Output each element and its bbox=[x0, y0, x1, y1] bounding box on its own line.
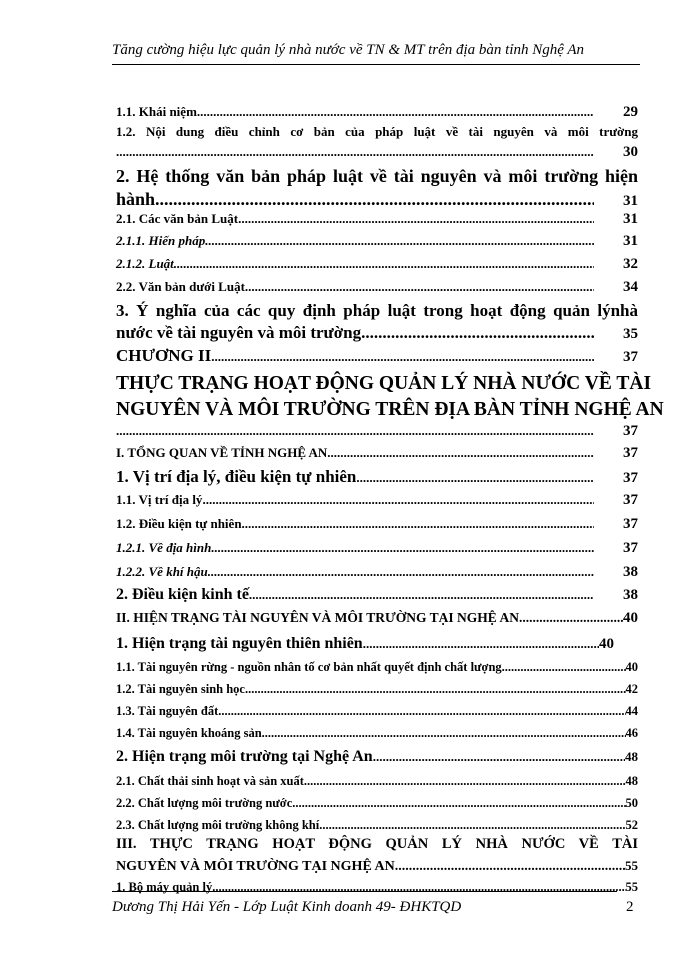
toc-entry-page: 42 bbox=[625, 682, 638, 696]
dot-leader bbox=[395, 859, 625, 875]
toc-entry-label: 2.1. Các văn bản Luật bbox=[116, 211, 239, 226]
toc-entry-page: 46 bbox=[625, 726, 638, 740]
dot-leader bbox=[116, 423, 594, 439]
dot-leader bbox=[242, 516, 594, 532]
page-number: 2 bbox=[626, 899, 634, 915]
dot-leader bbox=[319, 818, 625, 833]
toc-entry bbox=[116, 256, 638, 279]
table-of-contents bbox=[116, 104, 664, 902]
toc-entry-label: 1.1. Khái niệm bbox=[116, 104, 197, 119]
toc-entry-page: 55 bbox=[625, 880, 638, 894]
toc-entry bbox=[116, 748, 638, 774]
toc-entry-page: 35 bbox=[623, 326, 638, 342]
toc-entry-page: 48 bbox=[625, 749, 638, 764]
toc-entry-page: 44 bbox=[625, 704, 638, 718]
toc-entry-label: 1.1. Vị trí địa lý bbox=[116, 492, 203, 507]
dot-leader bbox=[519, 610, 623, 626]
toc-entry-page: 40 bbox=[625, 660, 638, 674]
toc-entry-page: 52 bbox=[625, 818, 638, 832]
toc-entry-label: 2.2. Văn bản dưới Luật bbox=[116, 279, 245, 294]
toc-entry-page: 37 bbox=[623, 445, 638, 461]
dot-leader bbox=[363, 636, 599, 652]
toc-entry bbox=[116, 492, 638, 516]
dot-leader bbox=[304, 774, 626, 789]
toc-entry bbox=[116, 704, 638, 726]
dot-leader bbox=[262, 726, 626, 741]
dot-leader bbox=[174, 256, 594, 272]
toc-entry-page: 31 bbox=[623, 233, 638, 249]
toc-entry-page: 38 bbox=[623, 564, 638, 580]
dot-leader bbox=[197, 104, 594, 120]
toc-entry-label: CHƯƠNG II bbox=[116, 346, 212, 365]
toc-entry-label: 1.4. Tài nguyên khoáng sản bbox=[116, 726, 262, 740]
toc-entry-label-cont: NGUYÊN VÀ MÔI TRƯỜNG TRÊN ĐỊA BÀN TỈNH NGHỆ AN bbox=[116, 399, 664, 420]
toc-entry-label: 2. Điều kiện kinh tế bbox=[116, 586, 249, 603]
toc-entry bbox=[116, 610, 638, 635]
toc-entry-label: 2.1.2. Luật bbox=[116, 256, 174, 271]
toc-entry-page: 31 bbox=[623, 211, 638, 227]
toc-entry-label: III. THỰC TRẠNG HOẠT ĐỘNG QUẢN LÝ NHÀ NƯỚC VỀ TÀI bbox=[116, 836, 638, 852]
toc-entry bbox=[116, 726, 638, 748]
toc-entry-page: 37 bbox=[623, 492, 638, 508]
toc-entry bbox=[116, 233, 638, 256]
toc-entry-page: 32 bbox=[623, 256, 638, 272]
toc-entry-page: 37 bbox=[623, 349, 638, 365]
toc-entry-page: 37 bbox=[623, 540, 638, 556]
toc-entry-page: 34 bbox=[623, 279, 638, 295]
toc-entry-page: 30 bbox=[623, 144, 638, 160]
dot-leader bbox=[155, 189, 594, 210]
footer-rule bbox=[112, 891, 617, 892]
dot-leader bbox=[356, 470, 594, 486]
toc-entry-label-cont: NGUYÊN VÀ MÔI TRƯỜNG TẠI NGHỆ AN bbox=[116, 859, 395, 874]
toc-entry-label: 1. Hiện trạng tài nguyên thiên nhiên bbox=[116, 635, 363, 652]
toc-entry-page: 37 bbox=[623, 470, 638, 486]
dot-leader bbox=[116, 144, 594, 160]
dot-leader bbox=[208, 564, 594, 580]
toc-entry-label: II. HIỆN TRẠNG TÀI NGUYÊN VÀ MÔI TRƯỜNG TẠI NGHỆ AN bbox=[116, 610, 519, 625]
toc-entry-page: 29 bbox=[623, 104, 638, 120]
toc-entry-page: 55 bbox=[625, 858, 638, 873]
toc-entry-label: 1. Bộ máy quản lý bbox=[116, 880, 213, 894]
toc-entry bbox=[116, 774, 638, 796]
dot-leader bbox=[211, 540, 594, 556]
header-rule bbox=[112, 64, 640, 65]
toc-entry bbox=[116, 540, 638, 564]
toc-entry bbox=[116, 660, 638, 682]
toc-entry bbox=[116, 516, 638, 540]
toc-entry bbox=[116, 124, 638, 166]
dot-leader bbox=[218, 704, 625, 719]
toc-entry-page: 31 bbox=[623, 193, 638, 209]
toc-entry-label: THỰC TRẠNG HOẠT ĐỘNG QUẢN LÝ NHÀ NƯỚC VỀ TÀI bbox=[116, 373, 652, 394]
toc-entry-label: 2.1.1. Hiến pháp bbox=[116, 233, 206, 248]
toc-entry-page: 50 bbox=[625, 796, 638, 810]
dot-leader bbox=[292, 796, 625, 811]
toc-entry-label: 1.3. Tài nguyên đất bbox=[116, 704, 219, 718]
toc-entry-label: 2.1. Chất thải sinh hoạt và sản xuất bbox=[116, 774, 304, 788]
toc-entry-label: 1.1. Tài nguyên rừng - nguồn nhân tố cơ bản nhất quyết định chất lượng bbox=[116, 660, 502, 674]
toc-entry-page: 37 bbox=[623, 423, 638, 439]
toc-entry-label: 2.2. Chất lượng môi trường nước bbox=[116, 796, 293, 810]
toc-entry bbox=[116, 467, 638, 492]
toc-entry bbox=[116, 371, 664, 445]
toc-entry-label: 2. Hiện trạng môi trường tại Nghệ An bbox=[116, 748, 373, 765]
toc-entry bbox=[116, 346, 638, 367]
toc-entry-label: 1.2. Điều kiện tự nhiên bbox=[116, 516, 242, 531]
toc-entry bbox=[116, 836, 638, 880]
toc-entry-page: 38 bbox=[623, 587, 638, 603]
toc-entry bbox=[116, 818, 638, 836]
dot-leader bbox=[238, 211, 594, 227]
toc-entry-label: 2.3. Chất lượng môi trường không khí bbox=[116, 818, 320, 832]
toc-entry-page: 48 bbox=[625, 774, 638, 788]
dot-leader bbox=[211, 349, 594, 365]
toc-entry bbox=[116, 635, 638, 660]
dot-leader bbox=[245, 682, 626, 697]
toc-entry bbox=[116, 445, 638, 467]
dot-leader bbox=[245, 279, 594, 295]
toc-entry-label: 3. Ý nghĩa của các quy định pháp luật trong hoạt động quản lýnhà bbox=[116, 301, 638, 320]
toc-entry bbox=[116, 279, 638, 301]
toc-entry bbox=[116, 104, 638, 124]
toc-entry bbox=[116, 586, 638, 610]
toc-entry-label: 2. Hệ thống văn bản pháp luật về tài nguyên và môi trường hiện bbox=[116, 166, 638, 186]
running-header: Tăng cường hiệu lực quản lý nhà nước về TN & MT trên địa bàn tỉnh Nghệ An bbox=[112, 42, 585, 58]
toc-entry bbox=[116, 564, 638, 586]
dot-leader bbox=[212, 880, 625, 895]
toc-entry-label: I. TỔNG QUAN VỀ TỈNH NGHỆ AN bbox=[116, 445, 328, 460]
toc-entry-label: 1.2.1. Về địa hình bbox=[116, 540, 212, 555]
running-footer: Dương Thị Hải Yến - Lớp Luật Kinh doanh 49- ĐHKTQD bbox=[112, 899, 462, 915]
toc-entry-label: 1.2.2. Về khí hậu bbox=[116, 564, 208, 579]
dot-leader bbox=[502, 660, 626, 675]
toc-entry-label: 1. Vị trí địa lý, điều kiện tự nhiên bbox=[116, 467, 357, 486]
toc-entry-page: 40 bbox=[599, 636, 614, 652]
toc-entry-label-cont: nước về tài nguyên và môi trường bbox=[116, 323, 362, 342]
dot-leader bbox=[327, 445, 594, 461]
dot-leader bbox=[373, 749, 625, 765]
dot-leader bbox=[361, 323, 594, 343]
toc-entry bbox=[116, 211, 638, 233]
toc-entry-label: 1.2. Tài nguyên sinh học bbox=[116, 682, 245, 696]
toc-entry bbox=[116, 796, 638, 818]
toc-entry bbox=[116, 301, 638, 346]
toc-entry-page: 40 bbox=[623, 610, 638, 626]
toc-entry-label: 1.2. Nội dung điều chỉnh cơ bản của pháp luật về tài nguyên và môi trường bbox=[116, 124, 638, 139]
dot-leader bbox=[205, 233, 594, 249]
toc-entry bbox=[116, 682, 638, 704]
toc-entry bbox=[116, 166, 638, 211]
toc-entry-label-cont: hành bbox=[116, 189, 156, 209]
dot-leader bbox=[249, 587, 594, 603]
toc-entry-page: 37 bbox=[623, 516, 638, 532]
dot-leader bbox=[202, 492, 594, 508]
